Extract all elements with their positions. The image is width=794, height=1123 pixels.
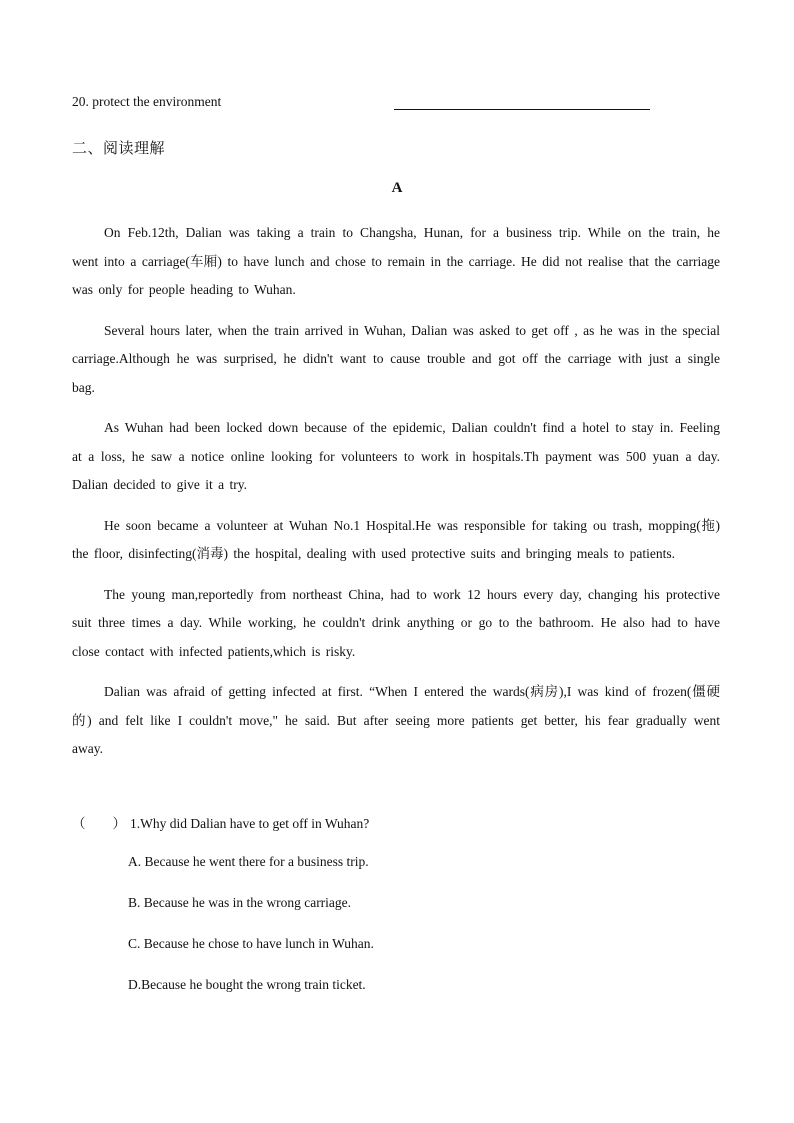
passage-paragraph: On Feb.12th, Dalian was taking a train to Changsha, Hunan, for a business trip. While on the train, he went into a carriage(车厢) to have lunch and chose to remain in the carriage. He did not realise that the carriage was only for people heading to Wuhan.	[72, 225, 720, 297]
section-heading: 二、阅读理解	[72, 139, 166, 157]
vocab-item-20	[72, 94, 662, 114]
answer-bracket[interactable]: （ ）	[72, 816, 126, 831]
question-1	[72, 812, 720, 1018]
passage-paragraph: Several hours later, when the train arrived in Wuhan, Dalian was asked to get off , as he was in the special carriage.Although he was surprised, he didn't want to cause trouble and got off the carriage with just a single bag.	[72, 322, 720, 395]
answer-blank-line[interactable]	[394, 109, 650, 110]
answer-options	[72, 854, 720, 1018]
vocab-item-text: 20. protect the environment	[72, 94, 222, 109]
passage-paragraph: Dalian was afraid of getting infected at first. “When I entered the wards(病房),I was kind of frozen(僵硬的) and felt like I couldn't move," he said. But after seeing more patients get better, his fear gradually went away.	[72, 684, 720, 756]
passage-paragraph: The young man,reportedly from northeast China, had to work 12 hours every day, changing his protective suit three times a day. While working, he couldn't drink anything or go to the bathroom. He also had to have close contact with infected patients,which is risky.	[72, 586, 720, 659]
question-stem-row	[72, 812, 720, 834]
passage-paragraph: He soon became a volunteer at Wuhan No.1 Hospital.He was responsible for taking ou trash, mopping(拖) the floor, disinfecting(消毒) the hospital, dealing with used protective suits and bringing meals to patients.	[72, 517, 720, 561]
question-stem: 1.Why did Dalian have to get off in Wuhan?	[130, 816, 370, 831]
option-c[interactable]: C. Because he chose to have lunch in Wuhan.	[128, 936, 374, 951]
passage-paragraph: As Wuhan had been locked down because of the epidemic, Dalian couldn't find a hotel to stay in. Feeling at a loss, he saw a notice online looking for volunteers to work in hospitals.Th payment was 500 yuan a day. Dalian decided to give it a try.	[72, 420, 720, 492]
option-b[interactable]: B. Because he was in the wrong carriage.	[128, 895, 352, 910]
option-a[interactable]: A. Because he went there for a business trip.	[128, 854, 369, 869]
passage-title: A	[391, 180, 403, 196]
reading-passage	[72, 219, 720, 776]
option-d[interactable]: D.Because he bought the wrong train ticket.	[128, 977, 366, 992]
